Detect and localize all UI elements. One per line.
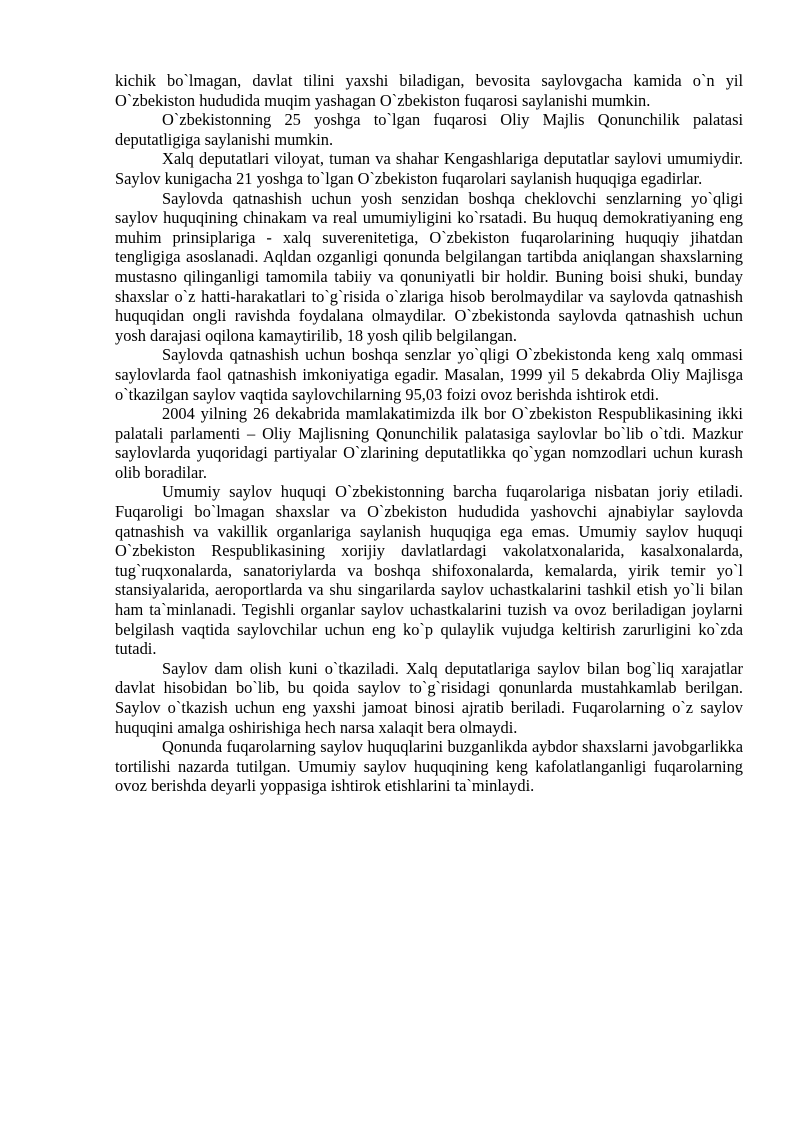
paragraph: Saylov dam olish kuni o`tkaziladi. Xalq deputatlariga saylov bilan bog`liq xarajatlar davlat hisobidan bo`lib, bu qoida saylov to`g`risidagi qonunlarda mustahkamlab berilgan. Saylov o`tkazish uchun eng yaxshi jamoat binosi ajratib beriladi. Fuqarolarning o`z saylov huquqini amalga oshirishiga hech narsa xalaqit bera olmaydi. xyxy=(115,658,743,737)
paragraph: Qonunda fuqarolarning saylov huquqlarini buzganlikda aybdor shaxslarni javobgarlikka tortilishi nazarda tutilgan. Umumiy saylov huquqining keng kafolatlanganligi fuqarolarning ovoz berishda deyarli yoppasiga ishtirok etishlarini ta`minlaydi. xyxy=(115,737,743,796)
paragraph: O`zbekistonning 25 yoshga to`lgan fuqarosi Oliy Majlis Qonunchilik palatasi deputatligiga saylanishi mumkin. xyxy=(115,110,743,149)
document-page xyxy=(115,71,743,796)
paragraph: Saylovda qatnashish uchun yosh senzidan boshqa cheklovchi senzlarning yo`qligi saylov huquqining chinakam va real umumiyligini ko`rsatadi. Bu huquq demokratiyaning eng muhim prinsiplariga - xalq suverenitetiga, O`zbekiston fuqarolarining huquqiy jihatdan tengligiga asoslanadi. Aqldan ozganligi qonunda belgilangan tartibda aniqlangan shaxslarning mustasno qilinganligi tamomila tabiiy va qonuniyatli bir holdir. Buning boisi shuki, bunday shaxslar o`z hatti-harakatlari to`g`risida o`zlariga hisob berolmaydilar va saylovda qatnashish huquqidan ongli ravishda foydalana olmaydilar. O`zbekistonda saylovda qatnashish uchun yosh darajasi oqilona kamaytirilib, 18 yosh qilib belgilangan. xyxy=(115,188,743,345)
paragraph: 2004 yilning 26 dekabrida mamlakatimizda ilk bor O`zbekiston Respublikasining ikki palatali parlamenti – Oliy Majlisning Qonunchilik palatasiga saylovlar bo`lib o`tdi. Mazkur saylovlarda yuqoridagi partiyalar O`zlarining deputatlikka qo`ygan nomzodlari uchun kurash olib boradilar. xyxy=(115,404,743,482)
paragraph: Saylovda qatnashish uchun boshqa senzlar yo`qligi O`zbekistonda keng xalq ommasi saylovlarda faol qatnashish imkoniyatiga egadir. Masalan, 1999 yil 5 dekabrda Oliy Majlisga o`tkazilgan saylov vaqtida saylovchilarning 95,03 foizi ovoz berishda ishtirok etdi. xyxy=(115,345,743,404)
paragraph: Umumiy saylov huquqi O`zbekistonning barcha fuqarolariga nisbatan joriy etiladi. Fuqaroligi bo`lmagan shaxslar va O`zbekiston hududida yashovchi ajnabiylar saylovda qatnashish va vakillik organlariga saylanish huquqiga ega emas. Umumiy saylov huquqi O`zbekiston Respublikasining xorijiy davlatlardagi vakolatxonalarida, kasalxonalarda, tug`ruqxonalarda, sanatoriylarda va boshqa shifoxonalarda, kemalarda, yirik temir yo`l stansiyalarida, aeroportlarda va shu singarilarda saylov uchastkalarini tashkil etish yo`li bilan ham ta`minlanadi. Tegishli organlar saylov uchastkalarini tuzish va ovoz beriladigan joylarni belgilash vaqtida saylovchilar uchun eng ko`p qulaylik vujudga keltirish zarurligini ko`zda tutadi. xyxy=(115,482,743,659)
paragraph: Xalq deputatlari viloyat, tuman va shahar Kengashlariga deputatlar saylovi umumiydir. Saylov kunigacha 21 yoshga to`lgan O`zbekiston fuqarolari saylanish huquqiga egadirlar. xyxy=(115,149,743,188)
paragraph-continued: kichik bo`lmagan, davlat tilini yaxshi biladigan, bevosita saylovgacha kamida o`n yil O`zbekiston hududida muqim yashagan O`zbekiston fuqarosi saylanishi mumkin. xyxy=(115,71,743,110)
